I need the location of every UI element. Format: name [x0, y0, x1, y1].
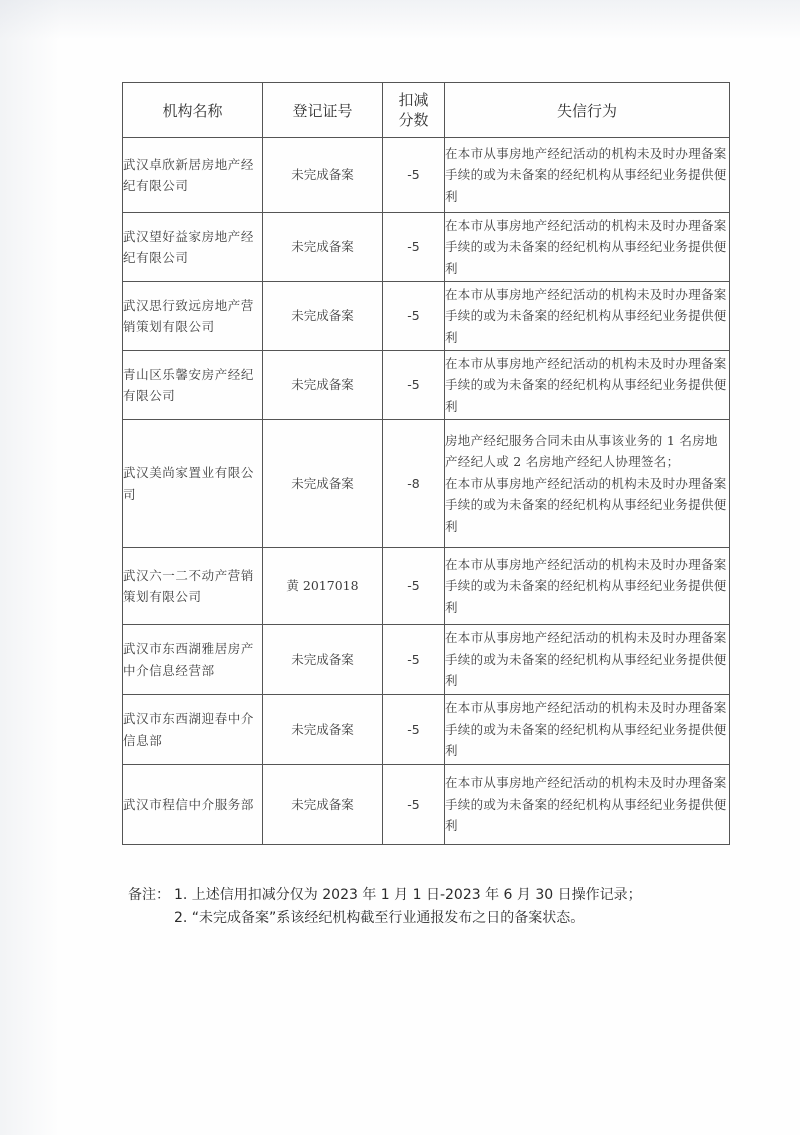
institution-name: 武汉市程信中介服务部	[123, 765, 263, 845]
behavior-text: 在本市从事房地产经纪活动的机构未及时办理备案手续的或为未备案的经纪机构从事经纪业务提供便利	[445, 286, 727, 345]
table-row	[123, 765, 730, 845]
table-row	[123, 695, 730, 765]
deduction-score: -5	[383, 548, 445, 625]
deduction-score: -5	[383, 282, 445, 351]
institution-name: 青山区乐馨安房产经纪有限公司	[123, 351, 263, 420]
header-registration-number: 登记证号	[263, 83, 383, 138]
notes-label: 备注：	[128, 887, 170, 903]
deduction-score: -5	[383, 138, 445, 213]
institution-name: 武汉望好益家房地产经纪有限公司	[123, 213, 263, 282]
registration-number: 未完成备案	[263, 625, 383, 695]
table-row	[123, 213, 730, 282]
header-deduction-score-line1: 扣减	[398, 91, 429, 109]
header-dishonest-behavior: 失信行为	[445, 83, 730, 138]
scan-shadow	[0, 0, 60, 1135]
behavior-text: 房地产经纪服务合同未由从事该业务的 1 名房地产经纪人或 2 名房地产经纪人协理签名；	[445, 432, 718, 470]
dishonest-behavior	[445, 351, 730, 420]
dishonest-behavior	[445, 695, 730, 765]
institution-name: 武汉卓欣新居房地产经纪有限公司	[123, 138, 263, 213]
institution-name: 武汉市东西湖迎春中介信息部	[123, 695, 263, 765]
institution-name: 武汉市东西湖雅居房产中介信息经营部	[123, 625, 263, 695]
registration-number: 黄 2017018	[263, 548, 383, 625]
dishonest-behavior	[445, 625, 730, 695]
table-header-row	[123, 83, 730, 138]
dishonest-behavior	[445, 420, 730, 548]
behavior-text: 在本市从事房地产经纪活动的机构未及时办理备案手续的或为未备案的经纪机构从事经纪业务提供便利	[445, 556, 727, 615]
dishonest-behavior	[445, 138, 730, 213]
table-row	[123, 625, 730, 695]
deduction-score: -5	[383, 695, 445, 765]
behavior-text: 在本市从事房地产经纪活动的机构未及时办理备案手续的或为未备案的经纪机构从事经纪业务提供便利	[445, 475, 727, 534]
institution-name: 武汉思行致远房地产营销策划有限公司	[123, 282, 263, 351]
behavior-text: 在本市从事房地产经纪活动的机构未及时办理备案手续的或为未备案的经纪机构从事经纪业务提供便利	[445, 355, 727, 414]
table-row	[123, 282, 730, 351]
registration-number: 未完成备案	[263, 138, 383, 213]
deduction-score: -5	[383, 351, 445, 420]
table-row	[123, 548, 730, 625]
dishonest-behavior	[445, 765, 730, 845]
registration-number: 未完成备案	[263, 351, 383, 420]
table-row	[123, 351, 730, 420]
registration-number: 未完成备案	[263, 282, 383, 351]
deduction-score: -5	[383, 765, 445, 845]
note-text: 2. “未完成备案”系该经纪机构截至行业通报发布之日的备案状态。	[174, 910, 585, 926]
deduction-score: -8	[383, 420, 445, 548]
notes-section	[128, 884, 642, 930]
registration-number: 未完成备案	[263, 765, 383, 845]
deduction-score: -5	[383, 625, 445, 695]
note-item-2	[128, 907, 642, 930]
behavior-text: 在本市从事房地产经纪活动的机构未及时办理备案手续的或为未备案的经纪机构从事经纪业务提供便利	[445, 700, 727, 759]
credit-deduction-table	[122, 82, 730, 845]
behavior-text: 在本市从事房地产经纪活动的机构未及时办理备案手续的或为未备案的经纪机构从事经纪业务提供便利	[445, 775, 727, 834]
behavior-text: 在本市从事房地产经纪活动的机构未及时办理备案手续的或为未备案的经纪机构从事经纪业务提供便利	[445, 630, 727, 689]
scan-shadow	[0, 0, 800, 40]
dishonest-behavior	[445, 213, 730, 282]
registration-number: 未完成备案	[263, 695, 383, 765]
registration-number: 未完成备案	[263, 420, 383, 548]
dishonest-behavior	[445, 548, 730, 625]
dishonest-behavior	[445, 282, 730, 351]
header-deduction-score	[383, 83, 445, 138]
note-item-1	[128, 884, 642, 907]
institution-name: 武汉六一二不动产营销策划有限公司	[123, 548, 263, 625]
behavior-text: 在本市从事房地产经纪活动的机构未及时办理备案手续的或为未备案的经纪机构从事经纪业务提供便利	[445, 145, 727, 204]
note-text: 1. 上述信用扣减分仅为 2023 年 1 月 1 日-2023 年 6 月 30 日操作记录；	[174, 887, 642, 903]
registration-number: 未完成备案	[263, 213, 383, 282]
header-deduction-score-line2: 分数	[398, 111, 429, 129]
deduction-score: -5	[383, 213, 445, 282]
institution-name: 武汉美尚家置业有限公司	[123, 420, 263, 548]
table-row	[123, 138, 730, 213]
header-institution-name: 机构名称	[123, 83, 263, 138]
behavior-text: 在本市从事房地产经纪活动的机构未及时办理备案手续的或为未备案的经纪机构从事经纪业务提供便利	[445, 217, 727, 276]
table-row	[123, 420, 730, 548]
